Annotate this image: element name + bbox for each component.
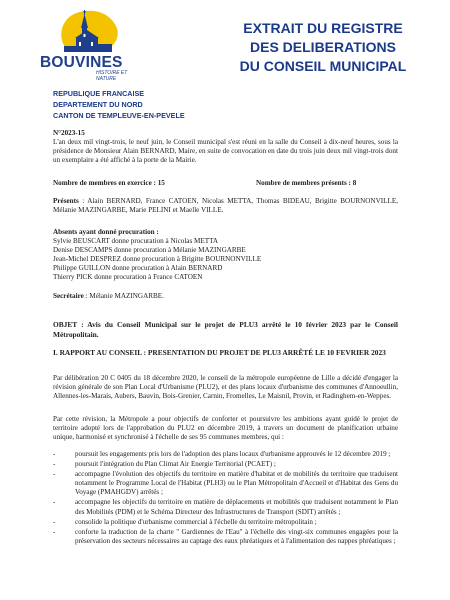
logo-tagline: HISTOIRE ET NATURE (96, 70, 128, 82)
bouvines-logo (38, 6, 148, 82)
absent-heading: Absents ayant donné procuration : (53, 228, 159, 236)
proxy-line: Philippe GUILLON donne procuration à Alain BERNARD (53, 264, 223, 272)
present-names: : Alain BERNARD, France CATOEN, Nicolas METTA, Thomas BIDEAU, Brigitte BOURNONVILLE, Mélanie MAZINGARBE, Marie PELINI et Maelle VILLE. (53, 197, 398, 215)
object-statement: OBJET : Avis du Conseil Municipal sur le projet de PLU3 arrêté le 10 février 2023 par le Conseil Métropolitain. (53, 320, 398, 339)
secretary-line (53, 292, 398, 301)
department-label: DEPARTEMENT DU NORD (53, 100, 143, 109)
list-item: - accompagne les objectifs du territoire en matière de déplacements et mobilités que traduisent notamment le Plan des Mobilités (PDM) et le Schéma Directeur des Infrastructures de Transport (SDIT) arrêtés ; (53, 498, 398, 516)
present-paragraph (53, 197, 398, 215)
report-heading: I. RAPPORT AU CONSEIL : PRESENTATION DU PROJET DE PLU3 ARRÊTÉ LE 10 FEVRIER 2023 (53, 348, 386, 357)
logo-name: BOUVINES (40, 54, 123, 71)
title-line-1: EXTRAIT DU REGISTRE (243, 20, 403, 36)
intro-paragraph: L'an deux mil vingt-trois, le neuf juin, le Conseil municipal s'est réuni en la salle du Conseil à dix-neuf heures, sous la présidence de Monsieur Alain BERNARD, Maire, en suite de convocation en date du trois juin deux mil vingt-trois dont un exemplaire a été affiché à la porte de la Mairie. (53, 138, 398, 165)
members-present: Nombre de membres présents : 8 (256, 179, 357, 187)
title-line-3: DU CONSEIL MUNICIPAL (239, 58, 407, 74)
list-item: - poursuit l'intégration du Plan Climat Air Energie Territorial (PCAET) ; (53, 460, 276, 469)
proxy-line: Denise DESCAMPS donne procuration à Mélanie MAZINGARBE (53, 246, 246, 254)
present-label: Présents (53, 197, 79, 205)
list-item: - accompagne l'évolution des objectifs du territoire en matière d'habitat et de mobilités du territoire que traduisent notamment le Programme Local de l'Habitat (PLH3) ou le Plan Métropolitain d'Accueil et d'Habitat des Gens du Voyage (PMAHGDV) arrêtés ; (53, 470, 398, 497)
secretary-name: : Mélanie MAZINGARBE. (83, 292, 164, 300)
proxy-line: Sylvie BEUSCART donne procuration à Nicolas METTA (53, 237, 219, 245)
objectives-list (53, 450, 398, 547)
deliberation-number: N°2023-15 (53, 129, 85, 137)
republic-label: REPUBLIQUE FRANCAISE (53, 89, 145, 98)
list-item: - conforte la traduction de la charte " Gardiennes de l'Eau" à l'échelle des vingt-six communes engagées pour la préservation des secteurs nécessaires au captage des eaux phréatiques et à l'alimentation des nappes phréatiques ; (53, 527, 398, 545)
list-item: - poursuit les engagements pris lors de l'adoption des plans locaux d'urbanisme approuvés le 12 décembre 2019 ; (53, 450, 391, 458)
list-item: - consolide la politique d'urbanisme commercial à l'échelle du territoire métropolitain ; (53, 517, 317, 526)
proxy-line: Thierry PICK donne procuration à France CATOEN (53, 273, 203, 281)
title-line-2: DES DELIBERATIONS (250, 39, 396, 55)
paragraph-revision: Par délibération 20 C 0405 du 18 décembre 2020, le conseil de la métropole européenne de Lille a décidé d'engager la révision générale de son Plan Local d'Urbanisme (PLU2), et des plans locaux d'urbanisme des communes d'Annoeullin, Allennes-les-Marais, Aubers, Bauvin, Bois-Grenier, Carnin, Fromelles, Le Maisnil, Provin, et Radinghem-en-Weppes. (53, 374, 398, 401)
members-in-office: Nombre de membres en exercice : 15 (53, 179, 165, 187)
proxy-line: Jean-Michel DESPREZ donne procuration à Brigitte BOURNONVILLE (53, 255, 262, 263)
secretary-label: Secrétaire (53, 292, 84, 300)
paragraph-objectives: Par cette révision, la Métropole a pour objectifs de conforter et poursuivre les ambitions ayant guidé le projet de territoire adopté lors de l'approbation du PLU2 en décembre 2019, à travers un document de planification urbaine unique, harmonisé et synchronisé à l'échelle de ses 95 communes membres, qui : (53, 415, 398, 442)
canton-label: CANTON DE TEMPLEUVE-EN-PEVELE (53, 111, 185, 120)
